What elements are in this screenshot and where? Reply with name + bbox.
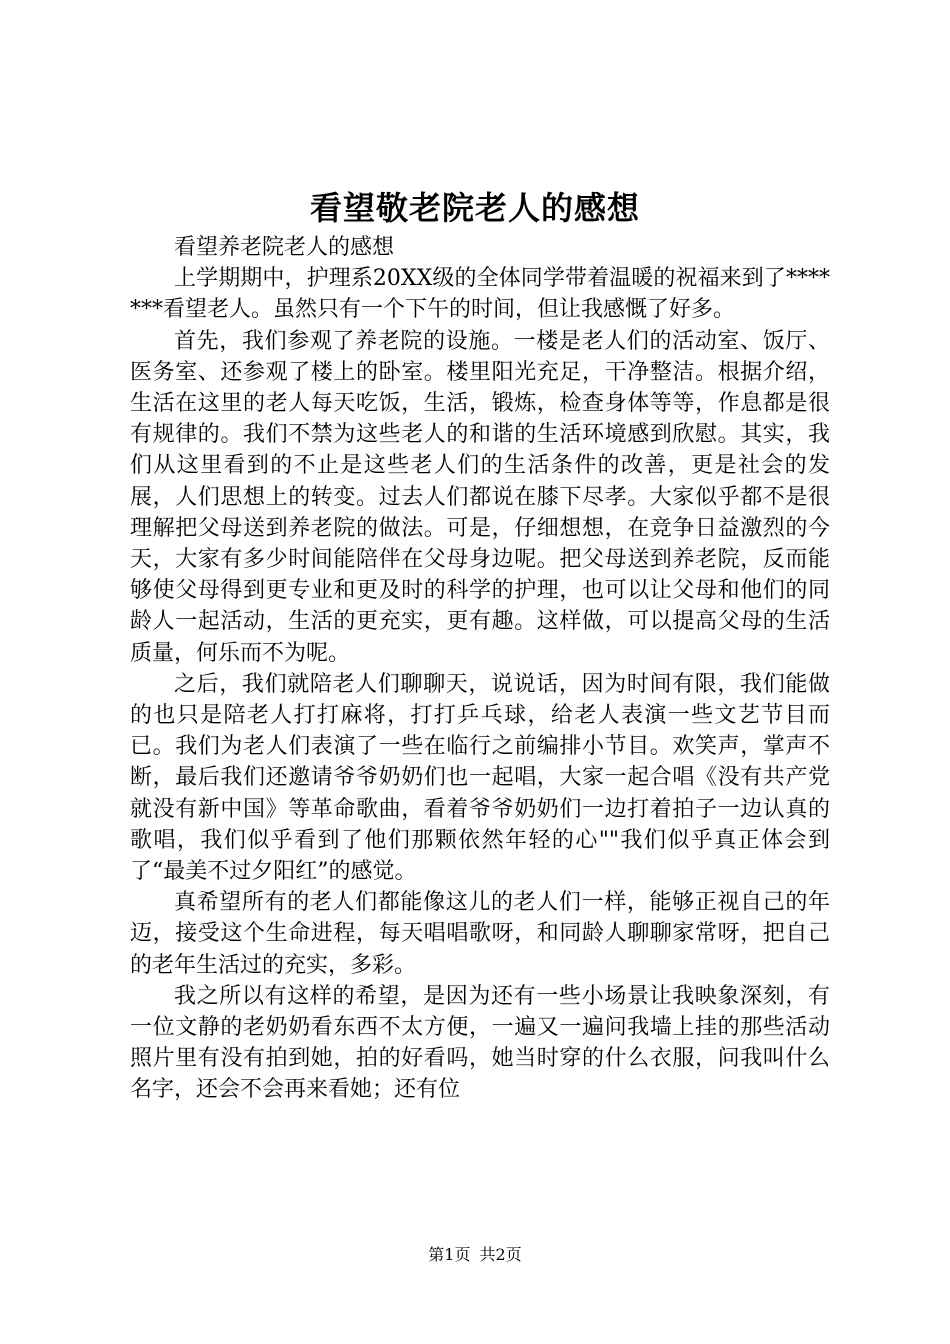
document-body	[130, 232, 830, 1106]
page-number: 第1页	[428, 1245, 471, 1264]
paragraph-facilities: 首先，我们参观了养老院的设施。一楼是老人们的活动室、饭厅、医务室、还参观了楼上的卧室。楼里阳光充足，干净整洁。根据介绍，生活在这里的老人每天吃饭，生活，锻炼，检查身体等等，作息都是很有规律的。我们不禁为这些老人的和谐的生活环境感到欣慰。其实，我们从这里看到的不止是这些老人们的生活条件的改善，更是社会的发展，人们思想上的转变。过去人们都说在膝下尽孝。大家似乎都不是很理解把父母送到养老院的做法。可是，仔细想想，在竞争日益激烈的今天，大家有多少时间能陪伴在父母身边呢。把父母送到养老院，反而能够使父母得到更专业和更及时的科学的护理，也可以让父母和他们的同龄人一起活动，生活的更充实，更有趣。这样做，可以提高父母的生活质量，何乐而不为呢。	[130, 328, 830, 666]
paragraph-subtitle: 看望养老院老人的感想	[174, 235, 395, 260]
paragraph-hope: 真希望所有的老人们都能像这儿的老人们一样，能够正视自己的年迈，接受这个生命进程，每天唱唱歌呀，和同龄人聊聊家常呀，把自己的老年生活过的充实，多彩。	[130, 890, 830, 978]
page-footer	[0, 1243, 950, 1267]
paragraph-memory: 我之所以有这样的希望，是因为还有一些小场景让我映象深刻，有一位文静的老奶奶看东西不太方便，一遍又一遍问我墙上挂的那些活动照片里有没有拍到她，拍的好看吗，她当时穿的什么衣服，问我叫什么名字，还会不会再来看她；还有位	[130, 983, 830, 1103]
paragraph-activities: 之后，我们就陪老人们聊聊天，说说话，因为时间有限，我们能做的也只是陪老人打打麻将，打打乒乓球，给老人表演一些文艺节目而已。我们为老人们表演了一些在临行之前编排小节目。欢笑声，掌声不断，最后我们还邀请爷爷奶奶们也一起唱，大家一起合唱《没有共产党就没有新中国》等革命歌曲，看着爷爷奶奶们一边打着拍子一边认真的歌唱，我们似乎看到了他们那颗依然年轻的心""我们似乎真正体会到了“最美不过夕阳红”的感觉。	[130, 671, 830, 885]
page-total: 共2页	[479, 1245, 522, 1264]
paragraph-intro: 上学期期中，护理系20XX级的全体同学带着温暖的祝福来到了*******看望老人。虽然只有一个下午的时间，但让我感慨了好多。	[130, 266, 830, 323]
document-title: 看望敬老院老人的感想	[309, 189, 640, 227]
